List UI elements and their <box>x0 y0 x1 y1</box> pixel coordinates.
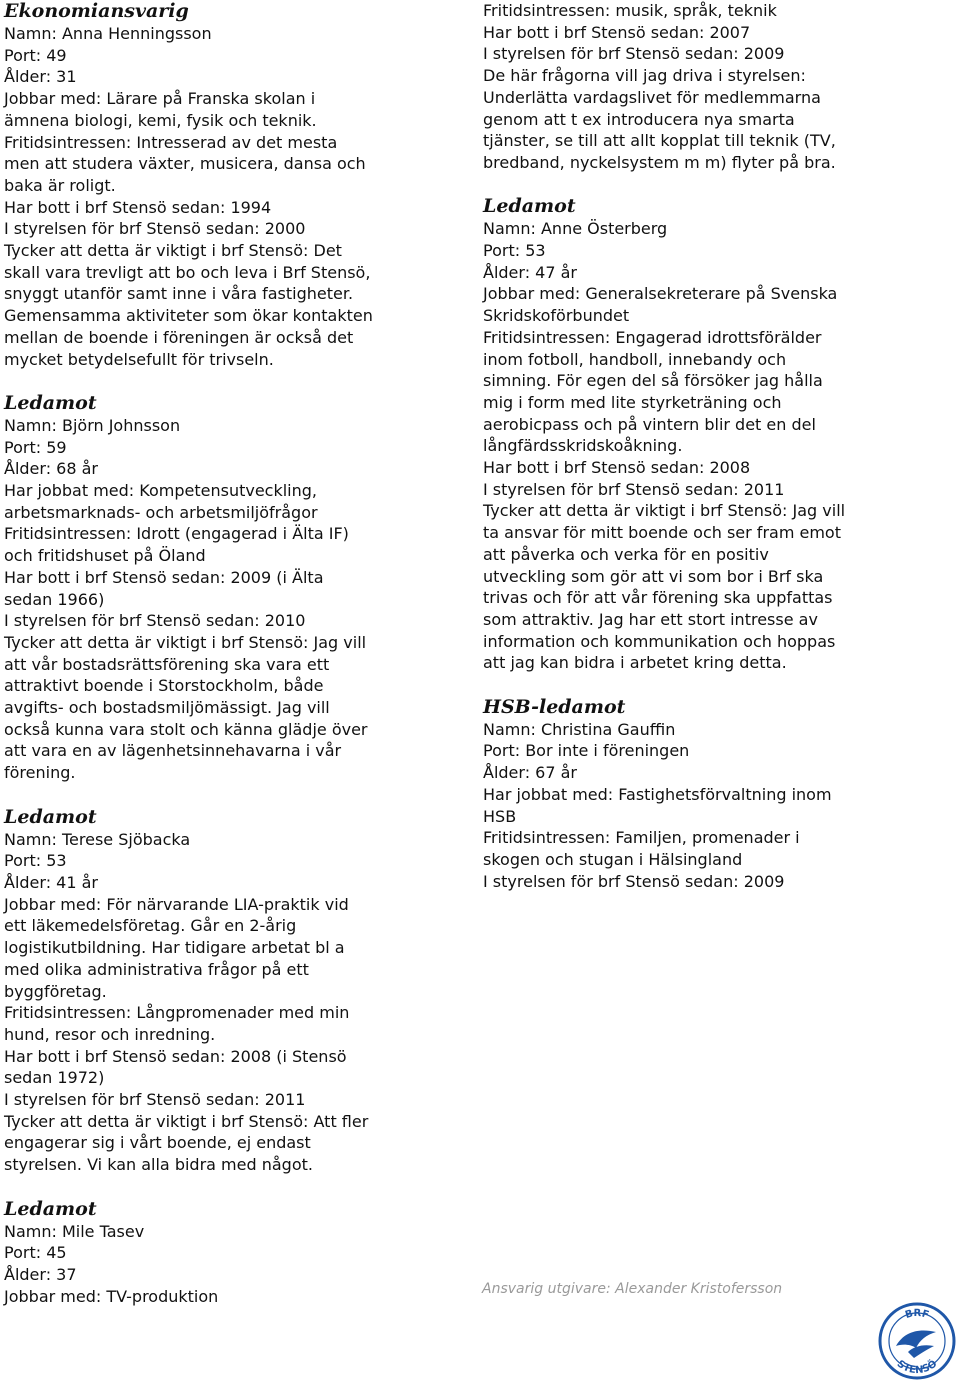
text-line: ett läkemedelsföretag. Går en 2-årig <box>4 916 297 936</box>
text-line: Fritidsintressen: Långpromenader med min <box>4 1003 350 1023</box>
text-line: I styrelsen för brf Stensö sedan: 2000 <box>4 219 306 239</box>
text-line: med olika administrativa frågor på ett <box>4 959 309 979</box>
member-section <box>483 195 913 674</box>
text-line: Ålder: 47 år <box>483 262 577 282</box>
right-column <box>483 0 913 892</box>
text-line: Ålder: 68 år <box>4 459 98 479</box>
text-line: Har bott i brf Stensö sedan: 1994 <box>4 197 272 217</box>
text-line: Jobbar med: För närvarande LIA-praktik vid <box>4 894 349 914</box>
text-line: ämnena biologi, kemi, fysik och teknik. <box>4 110 317 130</box>
text-line: Jobbar med: Lärare på Franska skolan i <box>4 89 316 109</box>
text-line: Ålder: 41 år <box>4 872 98 892</box>
text-line: Har jobbat med: Kompetensutveckling, <box>4 481 317 501</box>
text-line: attraktivt boende i Storstockholm, både <box>4 676 324 696</box>
text-line: Port: 59 <box>4 437 67 457</box>
text-line: Namn: Terese Sjöbacka <box>4 829 191 849</box>
text-line: snyggt utanför samt inne i våra fastigheter. <box>4 284 354 304</box>
section-gap <box>483 174 913 196</box>
text-line: inom fotboll, handboll, innebandy och <box>483 349 787 369</box>
text-line: Har bott i brf Stensö sedan: 2008 <box>483 458 751 478</box>
member-section <box>4 392 444 784</box>
text-line: mig i form med lite styrketräning och <box>483 392 782 412</box>
publisher-credit: Ansvarig utgivare: Alexander Kristofersson <box>482 1281 783 1297</box>
text-line: simning. För egen del så försöker jag hålla <box>483 371 823 391</box>
text-line: arbetsmarknads- och arbetsmiljöfrågor <box>4 502 318 522</box>
text-line: Ålder: 31 <box>4 67 77 87</box>
text-line: Ålder: 37 <box>4 1264 77 1284</box>
section-gap <box>4 784 444 806</box>
text-line: Gemensamma aktiviteter som ökar kontakten <box>4 306 373 326</box>
text-line: att jag kan bidra i arbetet kring detta. <box>483 653 787 673</box>
text-line: genom att t ex introducera nya smarta <box>483 109 795 129</box>
text-line: Fritidsintressen: Idrott (engagerad i Älta IF) <box>4 524 349 544</box>
text-line: I styrelsen för brf Stensö sedan: 2011 <box>4 1090 306 1110</box>
text-line: avgifts- och bostadsmiljömässigt. Jag vill <box>4 698 330 718</box>
svg-text:STENSÖ: STENSÖ <box>894 1358 940 1377</box>
text-line: mellan de boende i föreningen är också det <box>4 327 354 347</box>
text-line: att vara en av lägenhetsinnehavarna i vår <box>4 741 342 761</box>
text-line: Har bott i brf Stensö sedan: 2007 <box>483 22 751 42</box>
role-heading: Ledamot <box>4 805 97 828</box>
text-line: baka är roligt. <box>4 175 116 195</box>
text-line: Namn: Anne Österberg <box>483 219 668 239</box>
member-section <box>4 0 444 370</box>
text-line: att påverka och verka för en positiv <box>483 544 769 564</box>
text-line: sedan 1966) <box>4 589 105 609</box>
text-line: Port: 53 <box>4 851 67 871</box>
role-heading: Ekonomiansvarig <box>4 0 189 22</box>
svg-text:BRF: BRF <box>903 1307 931 1322</box>
text-line: aerobicpass och på vintern blir det en del <box>483 414 816 434</box>
text-line: Tycker att detta är viktigt i brf Stensö: Jag vill <box>4 632 367 652</box>
text-line: I styrelsen för brf Stensö sedan: 2009 <box>483 871 785 891</box>
text-line: Har jobbat med: Fastighetsförvaltning inom <box>483 784 832 804</box>
text-line: logistikutbildning. Har tidigare arbetat bl a <box>4 938 345 958</box>
text-line: engagerar sig i vårt boende, ej endast <box>4 1133 311 1153</box>
text-line: Tycker att detta är viktigt i brf Stensö: Att fler <box>4 1111 369 1131</box>
text-line: bredband, nyckelsystem m m) flyter på bra. <box>483 152 836 172</box>
section-gap <box>483 674 913 696</box>
text-line: styrelsen. Vi kan alla bidra med något. <box>4 1155 313 1175</box>
text-line: långfärdsskridskoåkning. <box>483 436 683 456</box>
member-section <box>483 0 913 174</box>
text-line: men att studera växter, musicera, dansa och <box>4 154 366 174</box>
text-line: och fritidshuset på Öland <box>4 546 206 566</box>
member-section <box>4 806 444 1176</box>
text-line: tjänster, se till att allt kopplat till teknik (TV, <box>483 131 836 151</box>
text-line: hund, resor och inredning. <box>4 1024 216 1044</box>
section-gap <box>4 370 444 392</box>
text-line: Ålder: 67 år <box>483 763 577 783</box>
text-line: Jobbar med: TV-produktion <box>4 1286 219 1306</box>
text-line: Port: Bor inte i föreningen <box>483 741 690 761</box>
role-heading: Ledamot <box>483 195 576 218</box>
text-line: Port: 49 <box>4 45 67 65</box>
role-heading: Ledamot <box>4 1197 97 1220</box>
role-heading: HSB-ledamot <box>483 695 626 718</box>
text-line: mycket betydelsefullt för trivseln. <box>4 349 274 369</box>
text-line: som attraktiv. Jag har ett stort intresse av <box>483 609 818 629</box>
text-line: ta ansvar för mitt boende och ser fram emot <box>483 523 841 543</box>
text-line: trivas och för att vår förening ska uppfattas <box>483 588 833 608</box>
text-line: Namn: Anna Henningsson <box>4 24 212 43</box>
text-line: Tycker att detta är viktigt i brf Stensö: Det <box>4 241 342 261</box>
text-line: Namn: Mile Tasev <box>4 1221 145 1241</box>
text-line: Fritidsintressen: Engagerad idrottsförälder <box>483 327 822 347</box>
member-section <box>483 696 913 893</box>
section-gap <box>4 1176 444 1198</box>
text-line: sedan 1972) <box>4 1068 105 1088</box>
text-line: HSB <box>483 806 517 826</box>
text-line: Fritidsintressen: Intresserad av det mesta <box>4 132 338 152</box>
text-line: byggföretag. <box>4 981 107 1001</box>
text-line: också kunna vara stolt och känna glädje över <box>4 719 368 739</box>
brf-stenso-logo-icon <box>878 1302 956 1380</box>
text-line: I styrelsen för brf Stensö sedan: 2011 <box>483 479 785 499</box>
text-line: I styrelsen för brf Stensö sedan: 2010 <box>4 611 306 631</box>
text-line: information och kommunikation och hoppas <box>483 631 836 651</box>
text-line: Namn: Christina Gauffin <box>483 719 676 739</box>
text-line: Port: 45 <box>4 1243 67 1263</box>
text-line: skall vara trevligt att bo och leva i Brf Stensö, <box>4 262 371 282</box>
text-line: utveckling som gör att vi som bor i Brf ska <box>483 566 824 586</box>
text-line: Jobbar med: Generalsekreterare på Svenska <box>483 284 838 304</box>
text-line: De här frågorna vill jag driva i styrelsen: <box>483 66 806 86</box>
text-line: I styrelsen för brf Stensö sedan: 2009 <box>483 44 785 64</box>
text-line: Underlätta vardagslivet för medlemmarna <box>483 87 821 107</box>
role-heading: Ledamot <box>4 391 97 414</box>
text-line: Har bott i brf Stensö sedan: 2008 (i Stensö <box>4 1046 347 1066</box>
text-line: förening. <box>4 763 76 783</box>
text-line: Namn: Björn Johnsson <box>4 415 181 435</box>
text-line: Fritidsintressen: musik, språk, teknik <box>483 1 777 20</box>
left-column <box>4 0 444 1307</box>
text-line: skogen och stugan i Hälsingland <box>483 849 743 869</box>
text-line: Fritidsintressen: Familjen, promenader i <box>483 828 800 848</box>
text-line: Port: 53 <box>483 241 546 261</box>
text-line: Har bott i brf Stensö sedan: 2009 (i Älta <box>4 567 324 587</box>
text-line: Tycker att detta är viktigt i brf Stensö: Jag vill <box>483 501 846 521</box>
member-section <box>4 1198 444 1308</box>
text-line: Skridskoförbundet <box>483 306 630 326</box>
text-line: att vår bostadsrättsförening ska vara ett <box>4 654 330 674</box>
